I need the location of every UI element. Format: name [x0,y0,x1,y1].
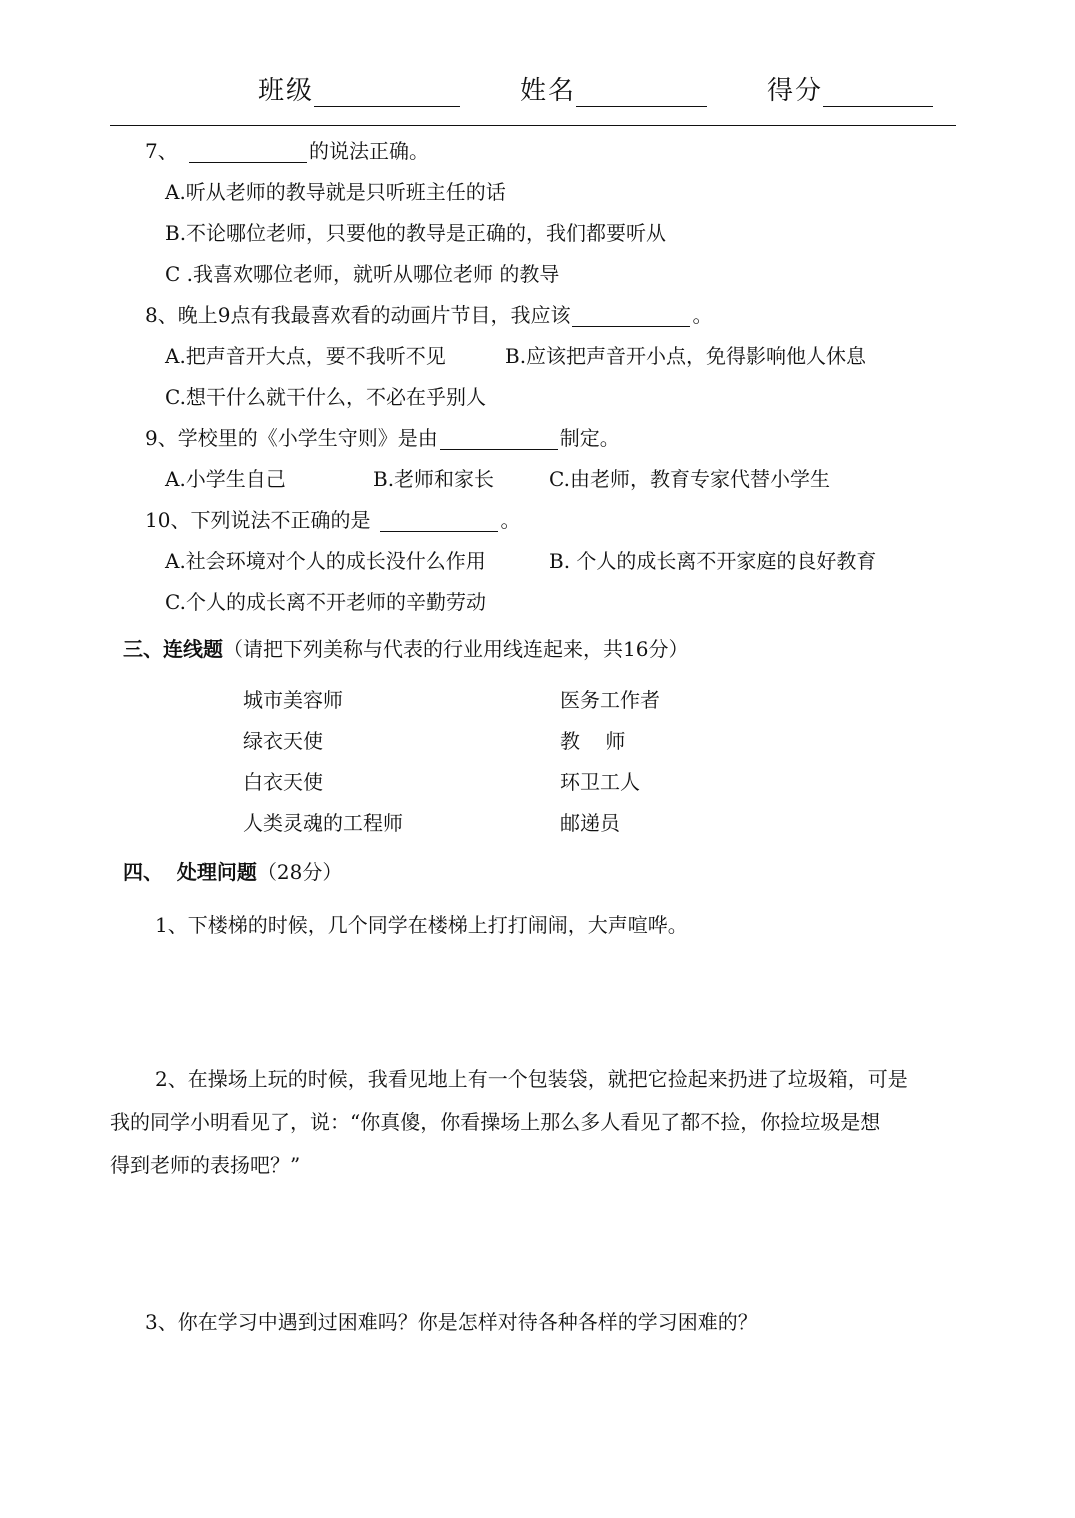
q8-option-a: A.把声音开大点，要不我听不见 [165,344,446,368]
question-7 [145,139,429,163]
question-9 [145,426,620,450]
match-left-item[interactable]: 人类灵魂的工程师 [243,811,403,835]
section-4-note: （28分） [256,860,343,884]
problem-1: 1、下楼梯的时候，几个同学在楼梯上打打闹闹，大声喧哗。 [155,913,688,937]
class-blank[interactable] [314,80,460,107]
section-3-heading [123,637,688,661]
q10-answer-blank[interactable] [380,509,498,532]
match-right-item[interactable]: 教 师 [560,729,626,753]
q10-option-a: A.社会环境对个人的成长没什么作用 [165,549,486,573]
q9-option-a: A.小学生自己 [165,467,286,491]
name-blank[interactable] [576,80,707,107]
class-label: 班级 [258,76,315,106]
match-right-item[interactable]: 医务工作者 [560,688,660,712]
score-field [767,70,933,107]
class-field [258,70,460,107]
q10-suffix: 。 [500,508,521,532]
q10-option-c: C.个人的成长离不开老师的辛勤劳动 [165,590,486,614]
match-left-item[interactable]: 绿衣天使 [243,729,323,753]
q7-option-c: C .我喜欢哪位老师，就听从哪位老师 的教导 [165,262,560,286]
section-3-title: 三、连线题 [123,637,223,661]
question-10 [145,508,520,532]
section-4-heading [123,860,342,884]
q7-option-b: B.不论哪位老师，只要他的教导是正确的，我们都要听从 [165,221,667,245]
score-blank[interactable] [823,80,933,107]
problem-2-line-2: 我的同学小明看见了，说：“你真傻，你看操场上那么多人看见了都不捡，你捡垃圾是想 [110,1110,881,1134]
q9-option-c: C.由老师，教育专家代替小学生 [549,467,830,491]
q7-number: 7、 [145,139,178,163]
match-left-item[interactable]: 城市美容师 [243,688,343,712]
section-4-title: 四、 处理问题 [123,860,257,884]
q9-answer-blank[interactable] [440,427,558,450]
q9-option-b: B.老师和家长 [373,467,495,491]
section-3-note: （请把下列美称与代表的行业用线连起来，共16分） [223,637,689,661]
q7-answer-blank[interactable] [189,140,307,163]
q9-prefix: 9、学校里的《小学生守则》是由 [145,426,438,450]
score-label: 得分 [767,76,824,106]
problem-3: 3、你在学习中遇到过困难吗？你是怎样对待各种各样的学习困难的？ [145,1310,758,1334]
q9-suffix: 制定。 [559,426,620,450]
q8-answer-blank[interactable] [572,304,690,327]
match-right-item[interactable]: 邮递员 [560,811,620,835]
q8-option-c: C.想干什么就干什么，不必在乎别人 [165,385,486,409]
question-8 [145,303,712,327]
match-left-item[interactable]: 白衣天使 [243,770,323,794]
q10-option-b: B. 个人的成长离不开家庭的良好教育 [549,549,877,573]
q10-prefix: 10、下列说法不正确的是 [145,508,371,532]
q7-option-a: A.听从老师的教导就是只听班主任的话 [165,180,506,204]
header-divider [110,125,956,126]
q7-suffix: 的说法正确。 [309,139,429,163]
problem-2-line-3: 得到老师的表扬吧？” [110,1153,301,1177]
problem-2-line-1: 2、在操场上玩的时候，我看见地上有一个包装袋，就把它捡起来扔进了垃圾箱，可是 [155,1067,908,1091]
name-label: 姓名 [520,76,577,106]
q8-prefix: 8、晚上9点有我最喜欢看的动画片节目，我应该 [145,303,571,327]
q8-option-b: B.应该把声音开小点，免得影响他人休息 [505,344,867,368]
q8-suffix: 。 [692,303,713,327]
name-field [520,70,707,107]
match-right-item[interactable]: 环卫工人 [560,770,640,794]
